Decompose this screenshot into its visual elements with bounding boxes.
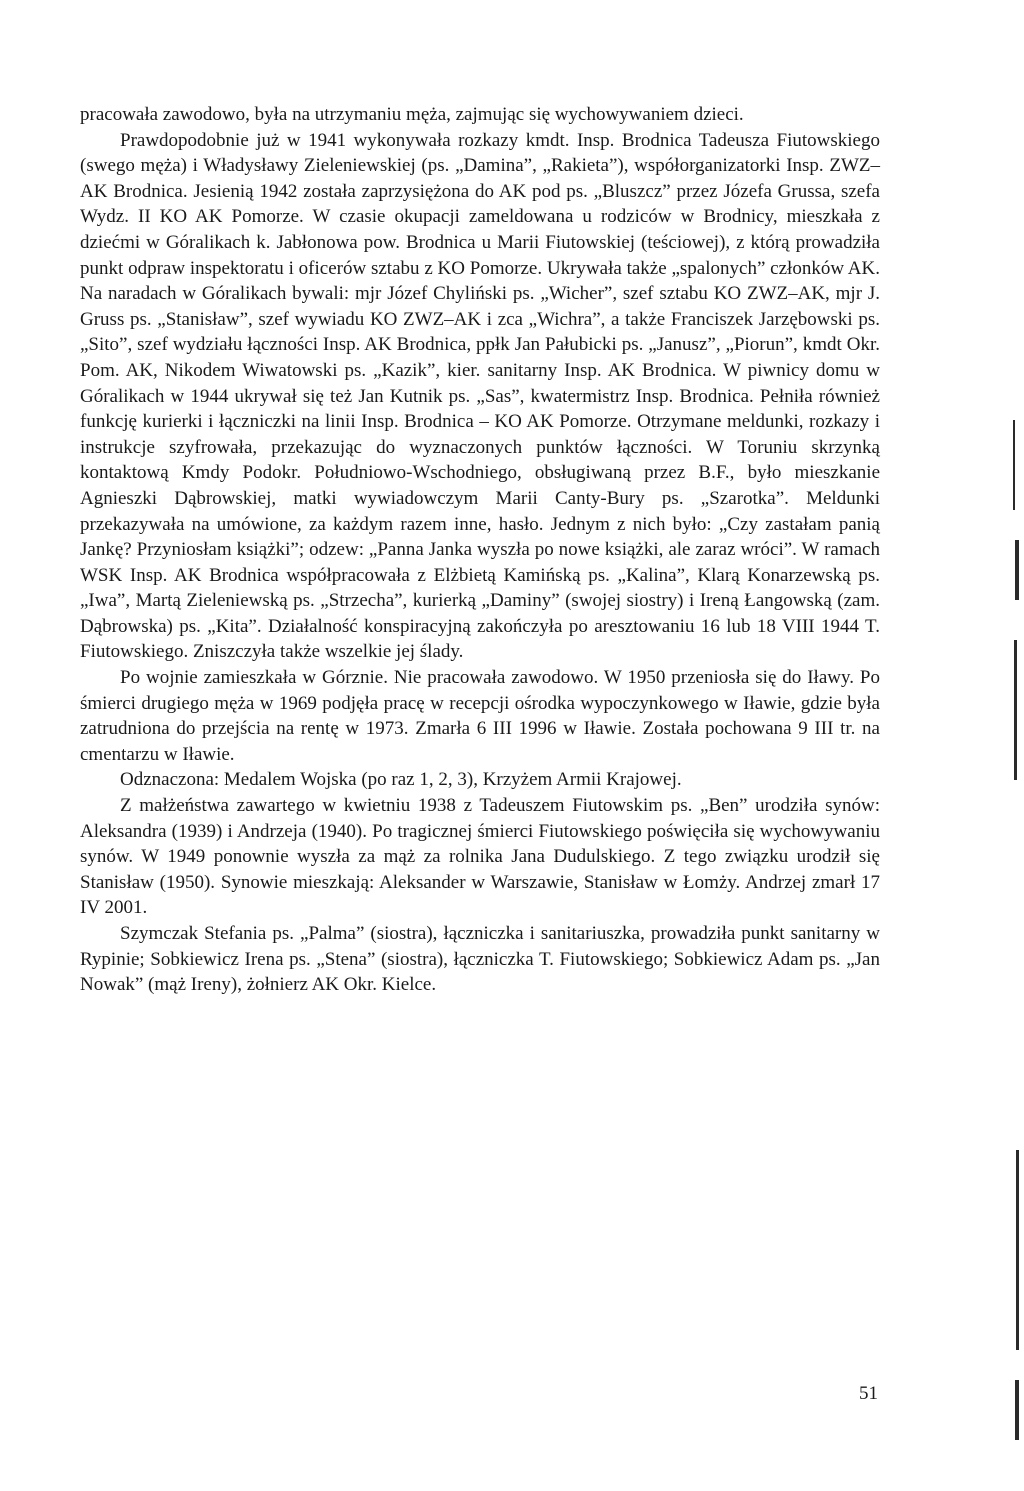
paragraph-family: Z małżeństwa zawartego w kwietniu 1938 z Tadeuszem Fiutowskim ps. „Ben” urodziła synów: Aleksandra (1939) i Andrzeja (1940). Po tragicznej śmierci Fiutowskiego poświęciła się wychowywaniu synów. W 1949 ponownie wyszła za mąż za rolnika Jana Dudulskiego. Z tego związku urodził się Stanisław (1950). Synowie mieszkają: Aleksander w Warszawie, Stanisław w Łomży. Andrzej zmarł 17 IV 2001.	[80, 795, 880, 919]
scan-edge-mark	[1013, 420, 1015, 510]
page-number: 51	[859, 1383, 878, 1404]
paragraph-relatives: Szymczak Stefania ps. „Palma” (siostra), łączniczka i sanitariuszka, prowadziła punkt sanitarny w Rypinie; Sobkiewicz Irena ps. „Stena” (siostra), łączniczka T. Fiutowskiego; Sobkiewicz Adam ps. „Jan Nowak” (mąż Ireny), żołnierz AK Okr. Kielce.	[80, 923, 880, 996]
paragraph-postwar: Po wojnie zamieszkała w Górznie. Nie pracowała zawodowo. W 1950 przeniosła się do Iławy. Po śmierci drugiego męża w 1969 podjęła pracę w recepcji ośrodka wypoczynkowego w Iławie, gdzie była zatrudniona do przejścia na rentę w 1973. Zmarła 6 III 1996 w Iławie. Została pochowana 9 III tr. na cmentarzu w Iławie.	[80, 667, 880, 765]
paragraph-continuation: pracowała zawodowo, była na utrzymaniu męża, zajmując się wychowywaniem dzieci.	[80, 104, 744, 125]
scan-edge-mark	[1015, 540, 1019, 600]
body-text	[80, 102, 880, 998]
scan-edge-mark	[1015, 1380, 1019, 1440]
scan-edge-mark	[1016, 1150, 1019, 1350]
paragraph-wartime-activity: Prawdopodobnie już w 1941 wykonywała rozkazy kmdt. Insp. Brodnica Tadeusza Fiutowskiego (swego męża) i Władysławy Zieleniewskiej (ps. „Damina”, „Rakieta”), współorganizatorki Insp. ZWZ–AK Brodnica. Jesienią 1942 została zaprzysiężona do AK pod ps. „Bluszcz” przez Józefa Grussa, szefa Wydz. II KO AK Pomorze. W czasie okupacji zameldowana u rodziców w Brodnicy, mieszkała z dziećmi w Góralikach k. Jabłonowa pow. Brodnica u Marii Fiutowskiej (teściowej), z którą prowadziła punkt odpraw inspektoratu i oficerów sztabu z KO Pomorze. Ukrywała także „spalonych” członków AK. Na naradach w Góralikach bywali: mjr Józef Chyliński ps. „Wicher”, szef sztabu KO ZWZ–AK, mjr J. Gruss ps. „Stanisław”, szef wywiadu KO ZWZ–AK i zca „Wichra”, a także Franciszek Jarzębowski ps. „Sito”, szef wydziału łączności Insp. AK Brodnica, ppłk Jan Pałubicki ps. „Janusz”, „Piorun”, kmdt Okr. Pom. AK, Nikodem Wiwatowski ps. „Kazik”, kier. sanitarny Insp. AK Brodnica. W piwnicy domu w Góralikach w 1944 ukrywał się też Jan Kutnik ps. „Sas”, kwatermistrz Insp. Brodnica. Pełniła również funkcję kurierki i łączniczki na linii Insp. Brodnica – KO AK Pomorze. Otrzymane meldunki, rozkazy i instrukcje szyfrowała, przekazując do wyznaczonych punktów łączności. W Toruniu skrzynką kontaktową Kmdy Podokr. Południowo-Wschodniego, obsługiwaną przez B.F., było mieszkanie Agnieszki Dąbrowskiej, matki wywiadowczym Marii Canty-Bury ps. „Szarotka”. Meldunki przekazywała na umówione, za każdym razem inne, hasło. Jednym z nich było: „Czy zastałam panią Jankę? Przyniosłam książki”; odzew: „Panna Janka wyszła po nowe książki, ale zaraz wróci”. W ramach WSK Insp. AK Brodnica współpracowała z Elżbietą Kamińską ps. „Kalina”, Klarą Konarzewską ps. „Iwa”, Martą Zieleniewską ps. „Strzecha”, kurierką „Daminy” (swojej siostry) i Ireną Łangowską (zam. Dąbrowska) ps. „Kita”. Działalność konspiracyjną zakończyła po aresztowaniu 16 lub 18 VIII 1944 T. Fiutowskiego. Zniszczyła także wszelkie jej ślady.	[80, 129, 880, 663]
scan-edge-mark	[1014, 640, 1017, 780]
paragraph-decorations: Odznaczona: Medalem Wojska (po raz 1, 2, 3), Krzyżem Armii Krajowej.	[120, 769, 682, 791]
